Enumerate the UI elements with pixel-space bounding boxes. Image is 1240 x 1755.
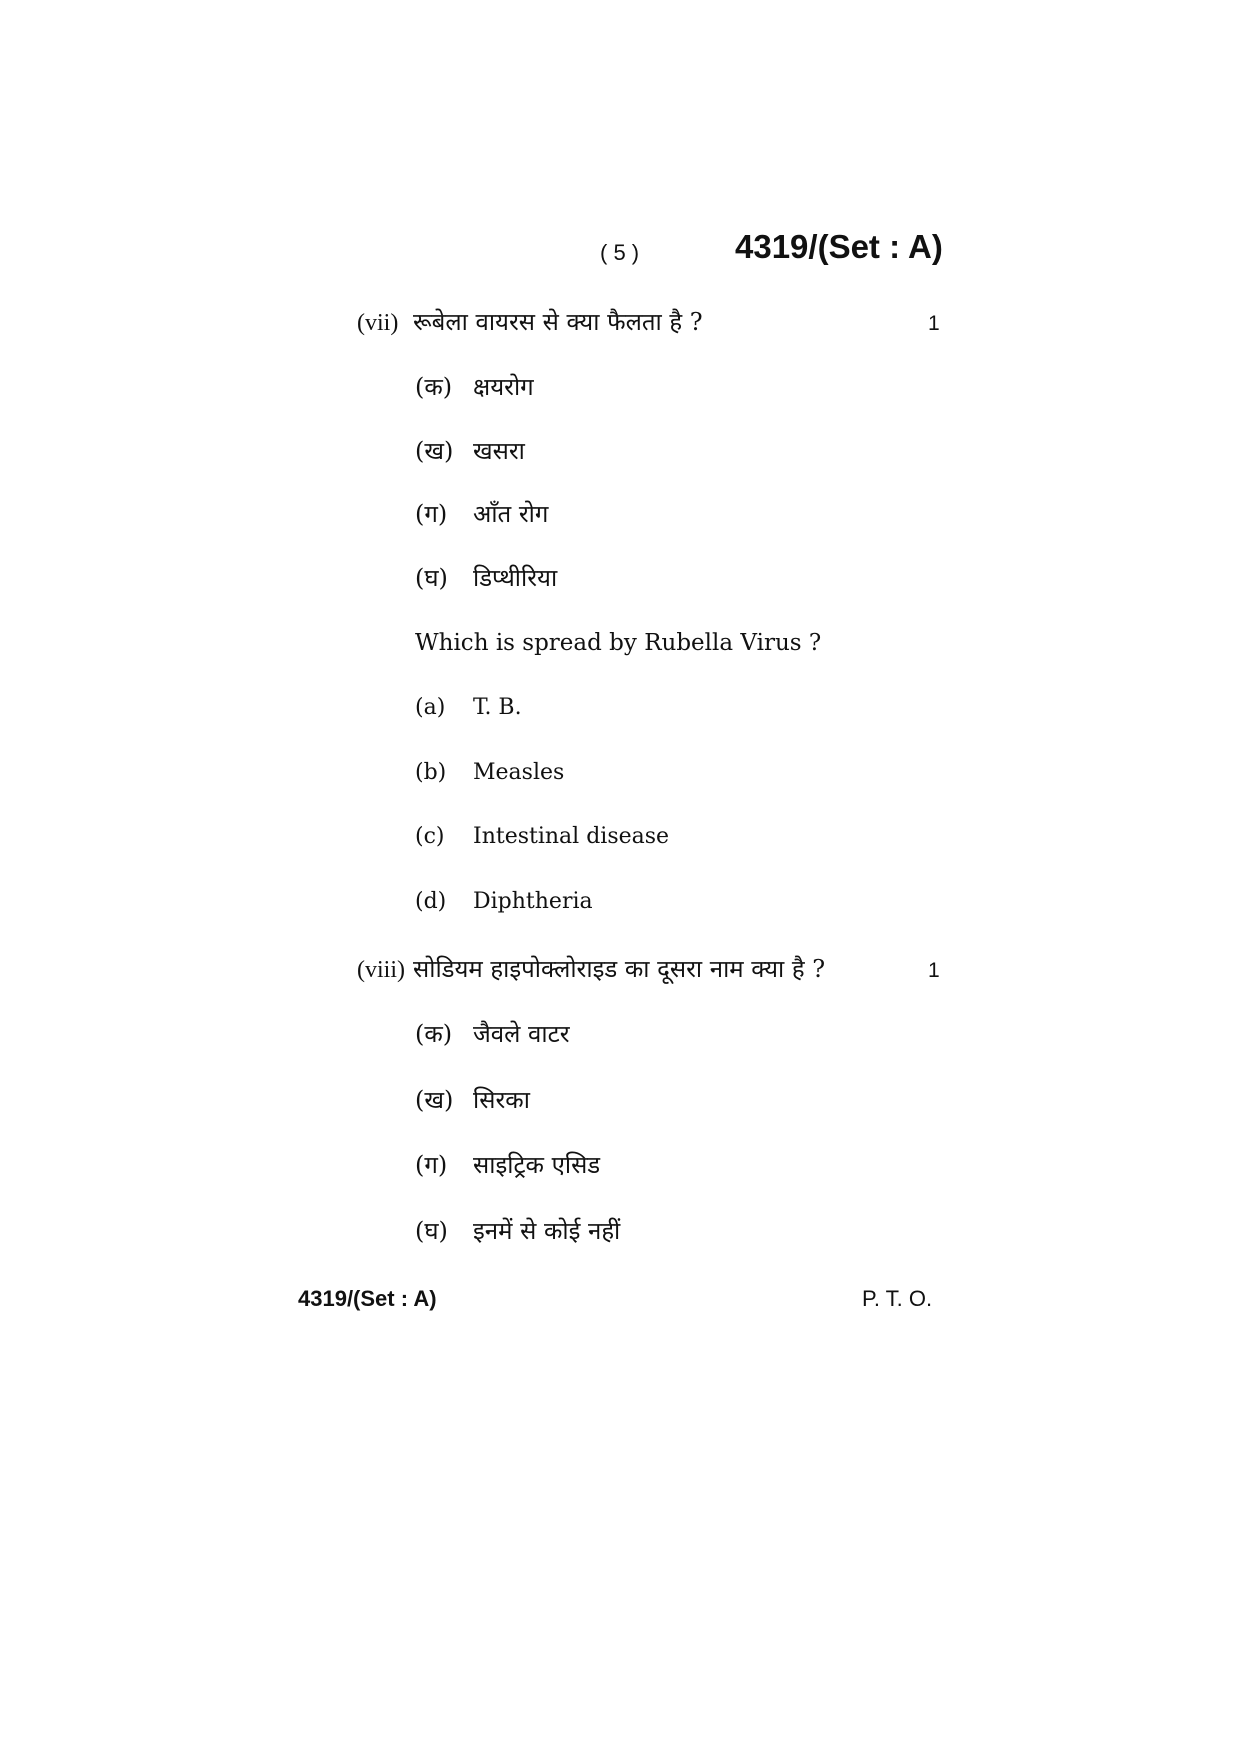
page-number: ( 5 ) [600, 240, 640, 265]
option-text: इनमें से कोई नहीं [473, 1217, 621, 1245]
question-text-hindi: रूबेला वायरस से क्या फैलता है ? [413, 308, 703, 336]
option-label: (c) [415, 824, 445, 849]
option-label: (b) [415, 760, 447, 785]
question-marks: 1 [928, 959, 940, 982]
question-number: (vii) [357, 310, 399, 336]
option-label: (d) [415, 889, 447, 914]
question-number: (viii) [357, 957, 405, 983]
option-label: (घ) [415, 1217, 448, 1245]
question-text-hindi: सोडियम हाइपोक्लोराइड का दूसरा नाम क्या है ? [413, 955, 826, 983]
option-text: आँत रोग [473, 500, 549, 528]
footer-paper-code: 4319/(Set : A) [298, 1286, 437, 1311]
paper-code-header: 4319/(Set : A) [735, 228, 943, 265]
option-text: Diphtheria [473, 889, 593, 914]
option-text: साइट्रिक एसिड [473, 1151, 601, 1179]
please-turn-over: P. T. O. [862, 1286, 933, 1311]
option-text: जैवले वाटर [473, 1020, 570, 1048]
option-label: (क) [415, 1020, 453, 1048]
option-text: Measles [473, 760, 565, 785]
option-label: (ग) [415, 500, 448, 528]
option-text: सिरका [473, 1086, 530, 1114]
option-text: डिप्थीरिया [473, 564, 558, 592]
option-text: क्षयरोग [473, 373, 534, 401]
option-label: (a) [415, 695, 446, 720]
option-label: (ख) [415, 437, 454, 465]
option-text: Intestinal disease [473, 824, 670, 849]
option-label: (क) [415, 373, 453, 401]
option-text: खसरा [473, 437, 525, 465]
question-marks: 1 [928, 312, 940, 335]
option-label: (ख) [415, 1086, 454, 1114]
option-text: T. B. [473, 695, 522, 720]
option-label: (ग) [415, 1151, 448, 1179]
question-text-english: Which is spread by Rubella Virus ? [415, 630, 822, 656]
option-label: (घ) [415, 564, 448, 592]
